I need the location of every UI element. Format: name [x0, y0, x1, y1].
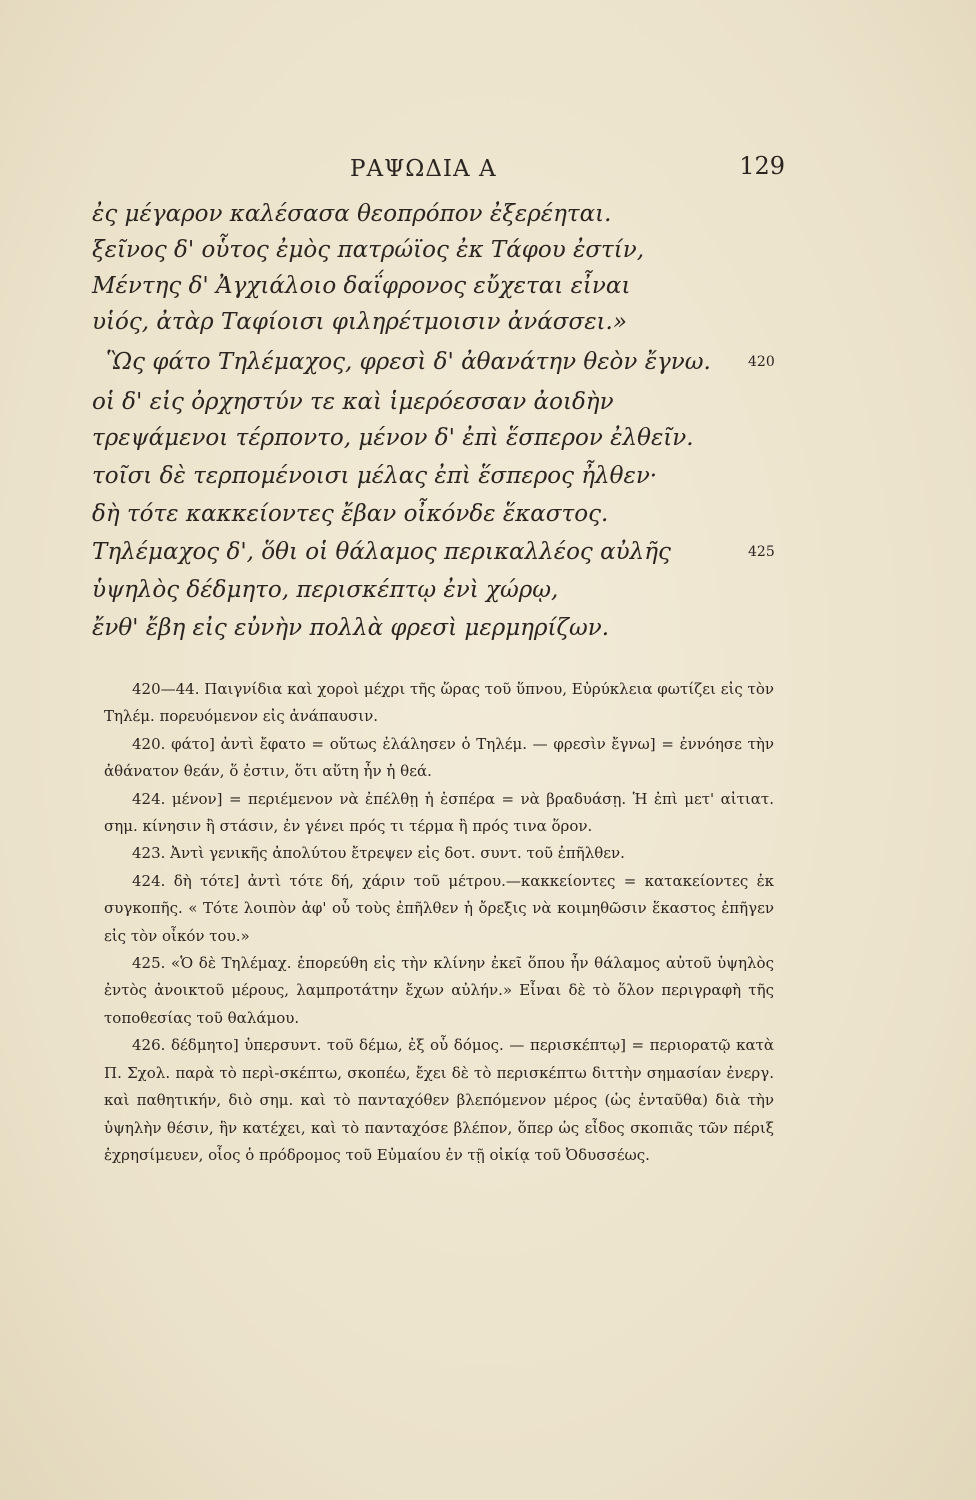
commentary-note: 420. φάτο] ἀντὶ ἔφατο = οὕτως ἐλάλησεν ὁ Τηλέμ. — φρεσὶν ἔγνω] = ἐννόησε τὴν ἀθάνατον θεάν, ὅ ἐστιν, ὅτι αὕτη ἦν ἡ θεά.	[104, 734, 774, 781]
commentary-note: 424. μένον] = περιέμενον νὰ ἐπέλθῃ ἡ ἑσπέρα = νὰ βραδυάσῃ. Ἡ ἐπὶ μετ' αἰτιατ. σημ. κίνησιν ἢ στάσιν, ἐν γένει πρός τι τέρμα ἢ πρός τινα ὅρον.	[104, 789, 774, 836]
verse-line: ἐς μέγαρον καλέσασα θεοπρόπον ἐξερέηται.	[92, 201, 612, 227]
verse-line: τοῖσι δὲ τερπομένοισι μέλας ἐπὶ ἕσπερος ἦλθεν·	[92, 463, 658, 489]
verse-line: ἔνθ' ἔβη εἰς εὐνὴν πολλὰ φρεσὶ μερμηρίζων.	[92, 615, 610, 641]
verse-line: ὑψηλὸς δέδμητο, περισκέπτῳ ἐνὶ χώρῳ,	[92, 577, 559, 603]
line-number: 425	[748, 544, 775, 560]
verse-line: υἱός, ἀτὰρ Ταφίοισι φιληρέτμοισιν ἀνάσσει.»	[92, 309, 627, 335]
commentary-note: 426. δέδμητο] ὑπερσυντ. τοῦ δέμω, ἐξ οὗ δόμος. — περισκέπτῳ] = περιορατῷ κατὰ Π. Σχολ. παρὰ τὸ περὶ-σκέπτω, σκοπέω, ἔχει δὲ τὸ περισκέπτω διττὴν σημασίαν ἐνεργ. καὶ παθητικήν, διὸ σημ. καὶ τὸ πανταχόθεν βλεπόμενον μέρος (ὡς ἐνταῦθα) διὰ τὴν ὑψηλὴν θέσιν, ἣν κατέχει, καὶ τὸ πανταχόσε βλέπον, ὅπερ ὡς εἶδος σκοπιᾶς τῶν πέριξ ἐχρησίμευεν, οἷος ὁ πρόδρομος τοῦ Εὐμαίου ἐν τῇ οἰκίᾳ τοῦ Ὀδυσσέως.	[104, 1036, 774, 1164]
verse-line: ξεῖνος δ' οὗτος ἐμὸς πατρώϊος ἐκ Τάφου ἐστίν,	[92, 237, 645, 263]
verse-line: Ὣς φάτο Τηλέμαχος, φρεσὶ δ' ἀθανάτην θεὸν ἔγνω.	[106, 349, 711, 375]
commentary-note: 423. Ἀντὶ γενικῆς ἀπολύτου ἔτρεψεν εἰς δοτ. συντ. τοῦ ἐπῆλθεν.	[132, 844, 625, 863]
commentary-note: 425. «Ὁ δὲ Τηλέμαχ. ἐπορεύθη εἰς τὴν κλίνην ἐκεῖ ὅπου ἦν θάλαμος αὐτοῦ ὑψηλὸς ἐντὸς ἀνοικτοῦ μέρους, λαμπροτάτην ἔχων αὐλήν.» Εἶναι δὲ τὸ ὅλον περιγραφὴ τῆς τοποθεσίας τοῦ θαλάμου.	[104, 954, 774, 1027]
verse-line: τρεψάμενοι τέρποντο, μένον δ' ἐπὶ ἕσπερον ἐλθεῖν.	[92, 425, 694, 451]
verse-line: δὴ τότε κακκείοντες ἔβαν οἶκόνδε ἕκαστος.	[92, 501, 609, 527]
running-header	[80, 152, 785, 188]
page-number: 129	[739, 152, 785, 180]
commentary-note: 420—44. Παιγνίδια καὶ χοροὶ μέχρι τῆς ὥρας τοῦ ὕπνου, Εὐρύκλεια φωτίζει εἰς τὸν Τηλέμ. πορευόμενον εἰς ἀνάπαυσιν.	[104, 680, 774, 726]
commentary-notes	[104, 676, 774, 1169]
running-title: ΡΑΨΩΔΙΑ Α	[350, 156, 497, 182]
commentary-note: 424. δὴ τότε] ἀντὶ τότε δή, χάριν τοῦ μέτρου.—κακκείοντες = κατακείοντες ἐκ συγκοπῆς. « Τότε λοιπὸν ἀφ' οὗ τοὺς ἐπῆλθεν ἡ ὄρεξις νὰ κοιμηθῶσιν ἕκαστος ἐπῆγεν εἰς τὸν οἶκόν του.»	[104, 871, 774, 945]
verse-line: Μέντης δ' Ἀγχιάλοιο δαΐφρονος εὔχεται εἶναι	[92, 273, 631, 299]
verse-line: Τηλέμαχος δ', ὅθι οἱ θάλαμος περικαλλέος αὐλῆς	[92, 539, 671, 565]
verse-line: οἱ δ' εἰς ὀρχηστύν τε καὶ ἱμερόεσσαν ἀοιδὴν	[92, 389, 614, 415]
line-number: 420	[748, 354, 775, 370]
